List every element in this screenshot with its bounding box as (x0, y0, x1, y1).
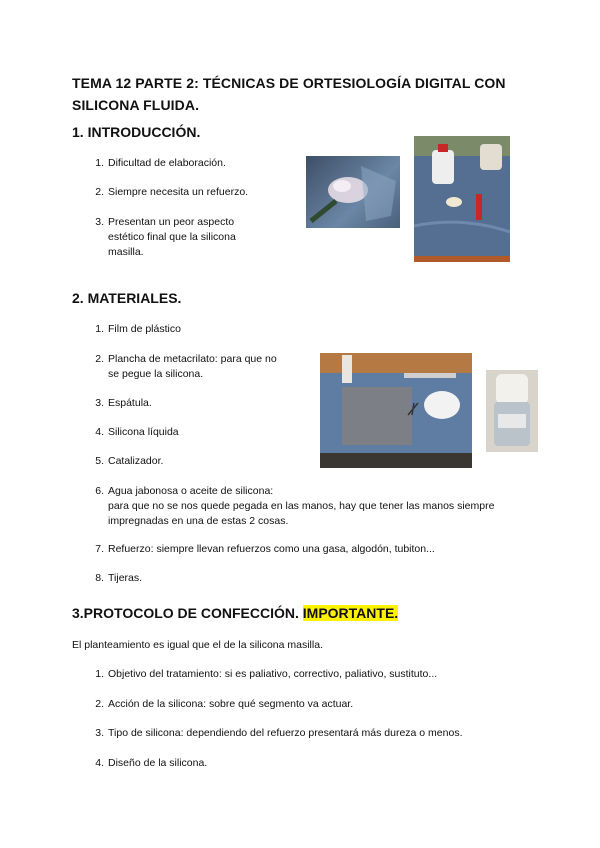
s2-item-1-text: Film de plástico (108, 323, 181, 335)
s2-item-8-text: Tijeras. (108, 572, 143, 584)
s1-item-2-number: 2. (95, 186, 104, 198)
s3-item-2-number: 2. (95, 698, 104, 710)
s2-item-3-number: 3. (95, 397, 104, 409)
s1-item-2-text: Siempre necesita un refuerzo. (108, 186, 249, 198)
s2-item-4-number: 4. (95, 426, 104, 438)
photo-silicone-on-film (306, 156, 400, 228)
s2-item-6-text: Agua jabonosa o aceite de silicona: para que no se nos quede pegada en las manos, hay que tener las manos siempre impregnadas en una de estas 2 cosas. (108, 485, 495, 527)
section-3-heading-text: 3.PROTOCOLO DE CONFECCIÓN. (72, 605, 303, 621)
s2-item-5-text: Catalizador. (108, 455, 164, 467)
title-line-2: SILICONA FLUIDA. (72, 97, 200, 113)
s2-item-6-number: 6. (95, 485, 104, 497)
photo-materials-table (320, 353, 472, 468)
section-2-heading: 2. MATERIALES. (72, 290, 182, 306)
photo-catalyst-art (486, 370, 538, 452)
s1-item-3-text: Presentan un peor aspecto estético final que la silicona masilla. (108, 216, 236, 258)
s2-item-5-number: 5. (95, 455, 104, 467)
s3-item-1-text: Objetivo del tratamiento: si es paliativo, correctivo, paliativo, sustituto... (108, 668, 438, 680)
s1-item-1-number: 1. (95, 157, 104, 169)
important-highlight: IMPORTANTE. (302, 605, 399, 621)
photo-catalyst-bottle (486, 370, 538, 452)
photo-silicone-on-film-art (306, 156, 400, 228)
s1-item-1-text: Dificultad de elaboración. (108, 157, 226, 169)
section-1-heading: 1. INTRODUCCIÓN. (72, 124, 201, 140)
s3-item-4-text: Diseño de la silicona. (108, 757, 208, 769)
s3-item-1-number: 1. (95, 668, 104, 680)
photo-bottles-blue-cloth (414, 136, 510, 262)
s2-item-8-number: 8. (95, 572, 104, 584)
photo-materials-art (320, 353, 472, 468)
s3-item-2-text: Acción de la silicona: sobre qué segmento va actuar. (108, 698, 354, 710)
section-3-heading (72, 605, 398, 621)
s2-item-2-number: 2. (95, 353, 104, 365)
s2-item-4-text: Silicona líquida (108, 426, 179, 438)
title-line-1: TEMA 12 PARTE 2: TÉCNICAS DE ORTESIOLOGÍA DIGITAL CON (72, 75, 506, 91)
s3-item-3-text: Tipo de silicona: dependiendo del refuerzo presentará más dureza o menos. (108, 727, 463, 739)
s1-item-3-number: 3. (95, 216, 104, 228)
s2-item-2-text: Plancha de metacrilato: para que no se pegue la silicona. (108, 353, 277, 380)
s2-item-1-number: 1. (95, 323, 104, 335)
s2-item-7-text: Refuerzo: siempre llevan refuerzos como una gasa, algodón, tubiton... (108, 543, 435, 555)
s2-item-3-text: Espátula. (108, 397, 152, 409)
photo-bottles-art (414, 136, 510, 262)
document-title (72, 72, 542, 116)
s2-item-7-number: 7. (95, 543, 104, 555)
s3-item-4-number: 4. (95, 757, 104, 769)
section-3-intro: El planteamiento es igual que el de la silicona masilla. (72, 639, 323, 651)
s3-item-3-number: 3. (95, 727, 104, 739)
